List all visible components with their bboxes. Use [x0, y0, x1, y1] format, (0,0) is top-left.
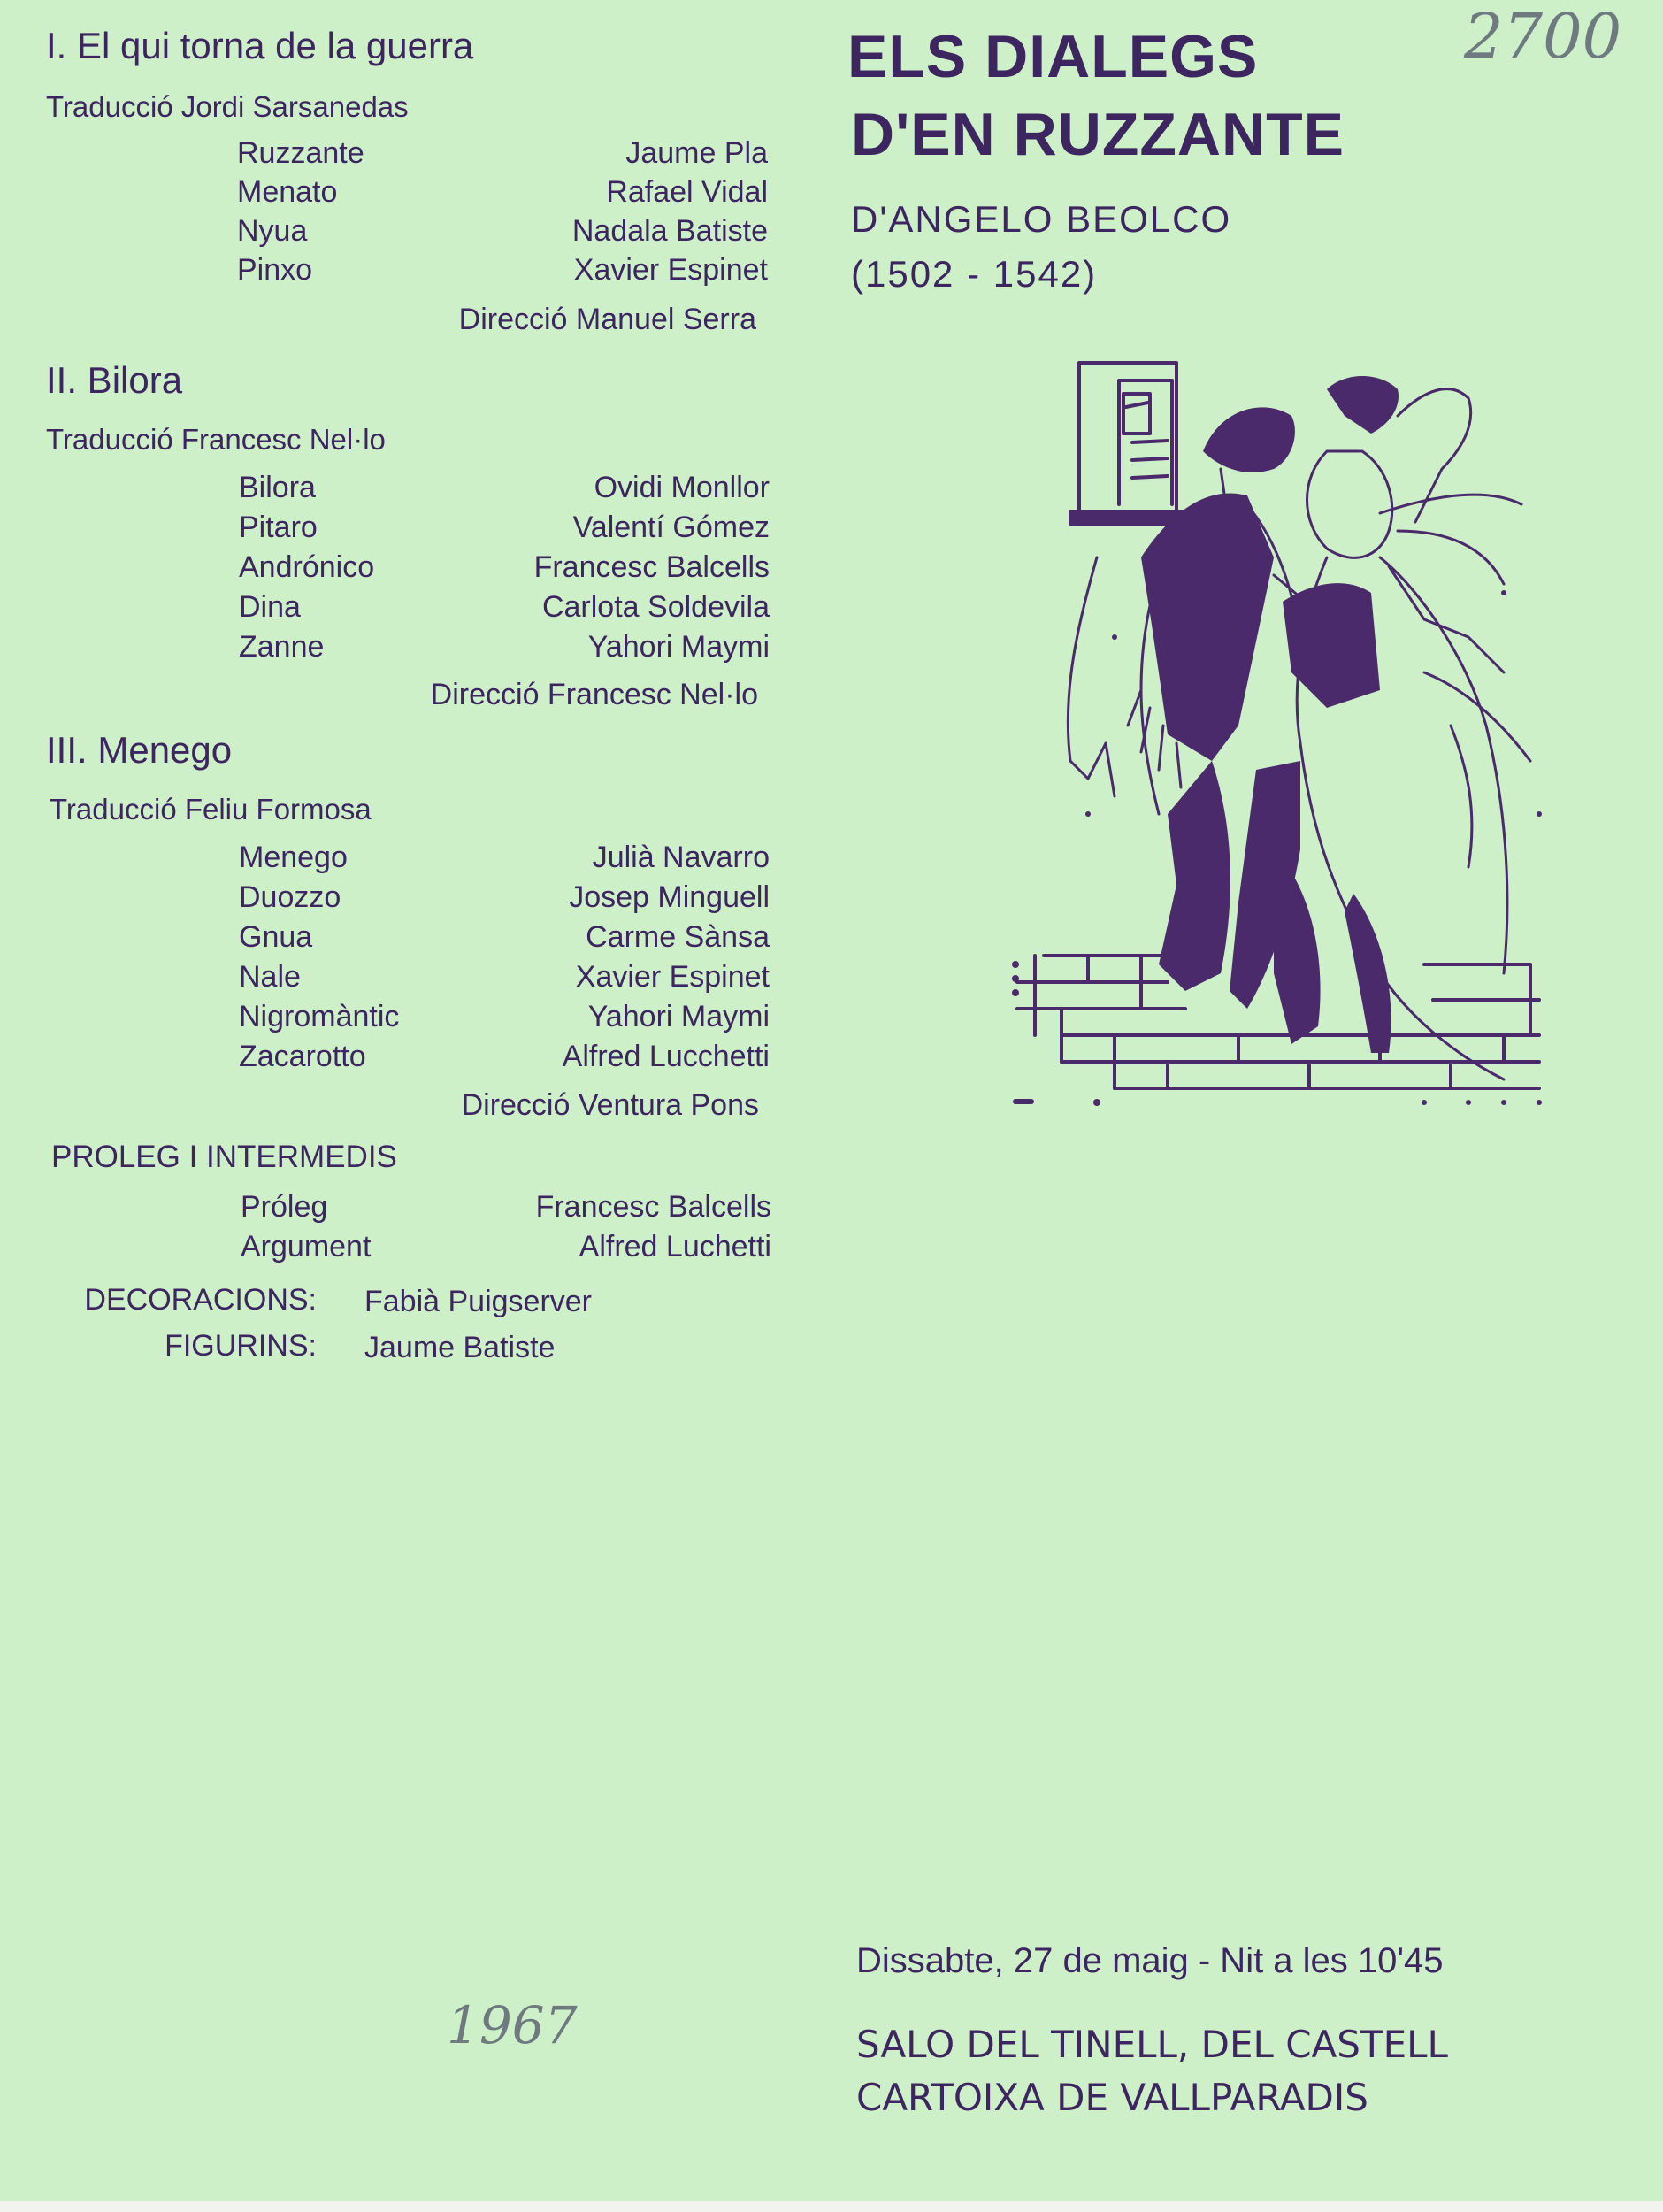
cast-row	[239, 960, 770, 999]
cast-row	[239, 511, 770, 549]
cast-row	[237, 214, 768, 253]
venue-line-2: CARTOIXA DE VALLPARADIS	[856, 2076, 1368, 2119]
cast-actor: Julià Navarro	[592, 841, 770, 874]
cast-actor: Yahori Maymi	[587, 1000, 770, 1033]
cast-row	[239, 1040, 770, 1079]
cast-role: Argument	[241, 1230, 372, 1263]
act-1-translation: Traducció Jordi Sarsanedas	[46, 90, 409, 123]
cast-actor: Alfred Lucchetti	[562, 1040, 770, 1073]
cast-role: Nale	[239, 960, 301, 994]
cast-role: Zanne	[239, 630, 325, 664]
cast-role: Nigromàntic	[239, 1000, 400, 1033]
act-1-direction: Direcció Manuel Serra	[458, 303, 756, 336]
cast-role: Pinxo	[237, 253, 313, 287]
cast-actor: Valentí Gómez	[572, 511, 770, 544]
cast-role: Próleg	[241, 1190, 328, 1224]
cast-role: Menato	[237, 175, 338, 209]
title-line-2: D'EN RUZZANTE	[851, 101, 1345, 168]
cast-actor: Josep Minguell	[569, 880, 770, 914]
act-1-title: I. El qui torna de la guerra	[46, 25, 474, 66]
cast-actor: Xavier Espinet	[575, 960, 770, 994]
cast-actor: Alfred Luchetti	[579, 1230, 771, 1263]
ruzzante-couple-illustration	[1008, 354, 1557, 1133]
cast-role: Andrónico	[239, 550, 375, 584]
cast-actor: Carme Sànsa	[586, 920, 770, 954]
cast-actor: Rafael Vidal	[606, 175, 768, 209]
credit-label-decorations: DECORACIONS:	[84, 1283, 317, 1317]
act-2-translation: Traducció Francesc Nel·lo	[46, 423, 386, 456]
cast-row	[239, 920, 770, 959]
cast-actor: Yahori Maymi	[587, 630, 770, 664]
cast-role: Dina	[239, 590, 301, 624]
cast-row	[239, 550, 770, 589]
cast-row	[239, 471, 770, 510]
cast-row	[239, 590, 770, 629]
cast-role: Pitaro	[239, 511, 318, 544]
cast-role: Ruzzante	[237, 136, 364, 170]
cast-row	[239, 1000, 770, 1039]
cast-role: Duozzo	[239, 880, 341, 914]
author-dates: (1502 - 1542)	[851, 253, 1098, 295]
credit-label-costumes: FIGURINS:	[165, 1329, 317, 1363]
cast-row	[241, 1190, 771, 1229]
act-3-translation: Traducció Feliu Formosa	[50, 793, 372, 826]
cast-role: Menego	[239, 841, 348, 874]
cast-actor: Nadala Batiste	[571, 214, 768, 248]
act-3-title: III. Menego	[46, 729, 233, 771]
scan-bottom-edge	[0, 2201, 1663, 2212]
credit-value-decorations: Fabià Puigserver	[364, 1285, 593, 1318]
title-line-1: ELS DIALEGS	[847, 23, 1259, 90]
act-2-direction: Direcció Francesc Nel·lo	[430, 678, 758, 711]
cast-row	[237, 136, 768, 175]
act-3-direction: Direcció Ventura Pons	[461, 1088, 759, 1122]
cast-actor: Carlota Soldevila	[541, 590, 770, 624]
cast-row	[237, 253, 768, 292]
cast-role: Zacarotto	[239, 1040, 366, 1073]
credit-value-costumes: Jaume Batiste	[364, 1331, 556, 1364]
handwritten-year: 1967	[447, 1995, 578, 2055]
cast-actor: Jaume Pla	[625, 136, 768, 170]
cast-role: Gnua	[239, 920, 313, 954]
prolog-heading: PROLEG I INTERMEDIS	[51, 1140, 397, 1174]
venue-line-1: SALO DEL TINELL, DEL CASTELL	[856, 2023, 1448, 2066]
cast-row	[239, 880, 770, 919]
cast-actor: Ovidi Monllor	[594, 471, 770, 504]
performance-date: Dissabte, 27 de maig - Nit a les 10'45	[856, 1941, 1444, 1980]
cast-row	[239, 841, 770, 879]
cast-row	[237, 175, 768, 214]
cast-role: Nyua	[237, 214, 308, 248]
cast-actor: Xavier Espinet	[573, 253, 768, 287]
cast-actor: Francesc Balcells	[535, 1190, 771, 1224]
cast-row	[239, 630, 770, 669]
act-2-title: II. Bilora	[46, 359, 183, 401]
handwritten-catalog-number: 2700	[1464, 0, 1622, 73]
author-name: D'ANGELO BEOLCO	[851, 198, 1232, 240]
cast-actor: Francesc Balcells	[533, 550, 770, 584]
cast-role: Bilora	[239, 471, 316, 504]
cast-row	[241, 1230, 771, 1269]
